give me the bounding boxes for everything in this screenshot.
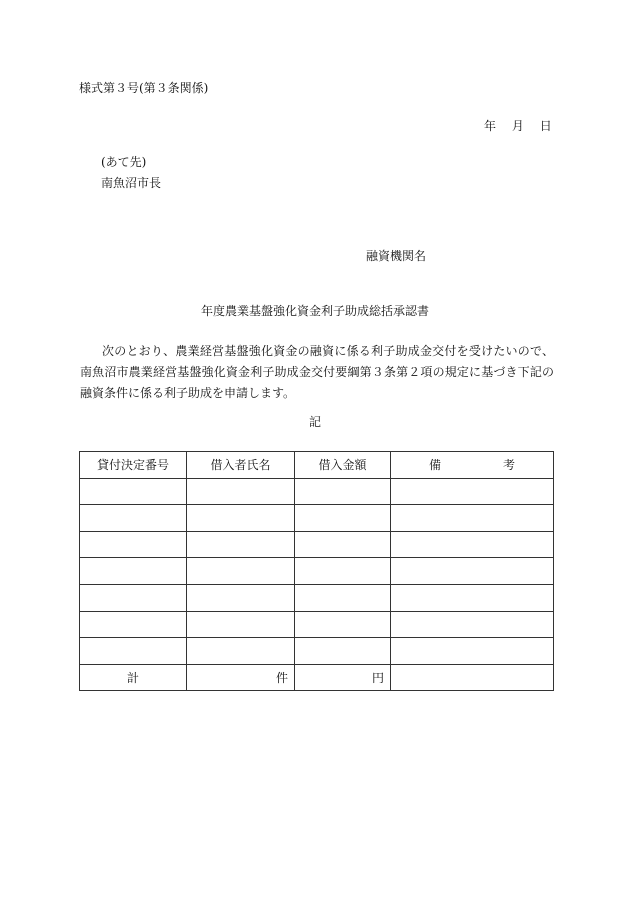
table-row	[80, 531, 554, 558]
header-loan-amount: 借入金額	[295, 452, 391, 479]
document-title: 年度農業基盤強化資金利子助成総括承認書	[200, 304, 429, 318]
loan-number-cell	[80, 611, 187, 638]
loan-amount-cell	[295, 638, 391, 665]
date-line	[484, 120, 552, 132]
table-total-row	[80, 664, 554, 691]
loan-amount-cell	[295, 478, 391, 505]
loan-amount-cell	[295, 584, 391, 611]
loan-table	[79, 451, 554, 691]
addressee-label: (あて先)	[101, 155, 147, 169]
borrower-name-cell	[187, 611, 295, 638]
date-year: 年	[484, 119, 497, 133]
header-remarks-char2: 考	[503, 458, 516, 473]
table-row	[80, 478, 554, 505]
loan-amount-cell	[295, 558, 391, 585]
institution-label: 融資機関名	[366, 249, 427, 263]
remarks-cell	[391, 584, 554, 611]
document-body: 次のとおり、農業経営基盤強化資金の融資に係る利子助成金交付を受けたいので、南魚沼市農業経営基盤強化資金利子助成金交付要綱第３条第２項の規定に基づき下記の融資条件に係る利子助成を申請します。	[80, 344, 554, 400]
table-row	[80, 558, 554, 585]
loan-amount-cell	[295, 531, 391, 558]
loan-number-cell	[80, 531, 187, 558]
date-day: 日	[539, 119, 552, 133]
loan-number-cell	[80, 584, 187, 611]
loan-number-cell	[80, 638, 187, 665]
remarks-cell	[391, 638, 554, 665]
loan-number-cell	[80, 478, 187, 505]
borrower-name-cell	[187, 531, 295, 558]
borrower-name-cell	[187, 505, 295, 532]
borrower-name-cell	[187, 478, 295, 505]
borrower-name-cell	[187, 558, 295, 585]
remarks-cell	[391, 558, 554, 585]
borrower-name-cell	[187, 638, 295, 665]
total-remarks-cell	[391, 664, 554, 691]
header-loan-number: 貸付決定番号	[80, 452, 187, 479]
header-remarks	[391, 452, 554, 479]
header-remarks-char1: 備	[428, 458, 441, 473]
table-row	[80, 611, 554, 638]
table-row	[80, 584, 554, 611]
loan-amount-cell	[295, 505, 391, 532]
remarks-cell	[391, 505, 554, 532]
header-borrower-name: 借入者氏名	[187, 452, 295, 479]
total-amount-unit: 円	[295, 664, 391, 691]
date-month: 月	[511, 119, 524, 133]
table-row	[80, 638, 554, 665]
loan-number-cell	[80, 505, 187, 532]
remarks-cell	[391, 478, 554, 505]
remarks-cell	[391, 611, 554, 638]
ki-label: 記	[308, 415, 321, 429]
total-count-unit: 件	[187, 664, 295, 691]
remarks-cell	[391, 531, 554, 558]
total-label: 計	[80, 664, 187, 691]
table-row	[80, 505, 554, 532]
loan-amount-cell	[295, 611, 391, 638]
table-header-row	[80, 452, 554, 479]
borrower-name-cell	[187, 584, 295, 611]
addressee-name: 南魚沼市長	[101, 176, 162, 190]
form-number: 様式第３号(第３条関係)	[79, 81, 209, 95]
loan-number-cell	[80, 558, 187, 585]
